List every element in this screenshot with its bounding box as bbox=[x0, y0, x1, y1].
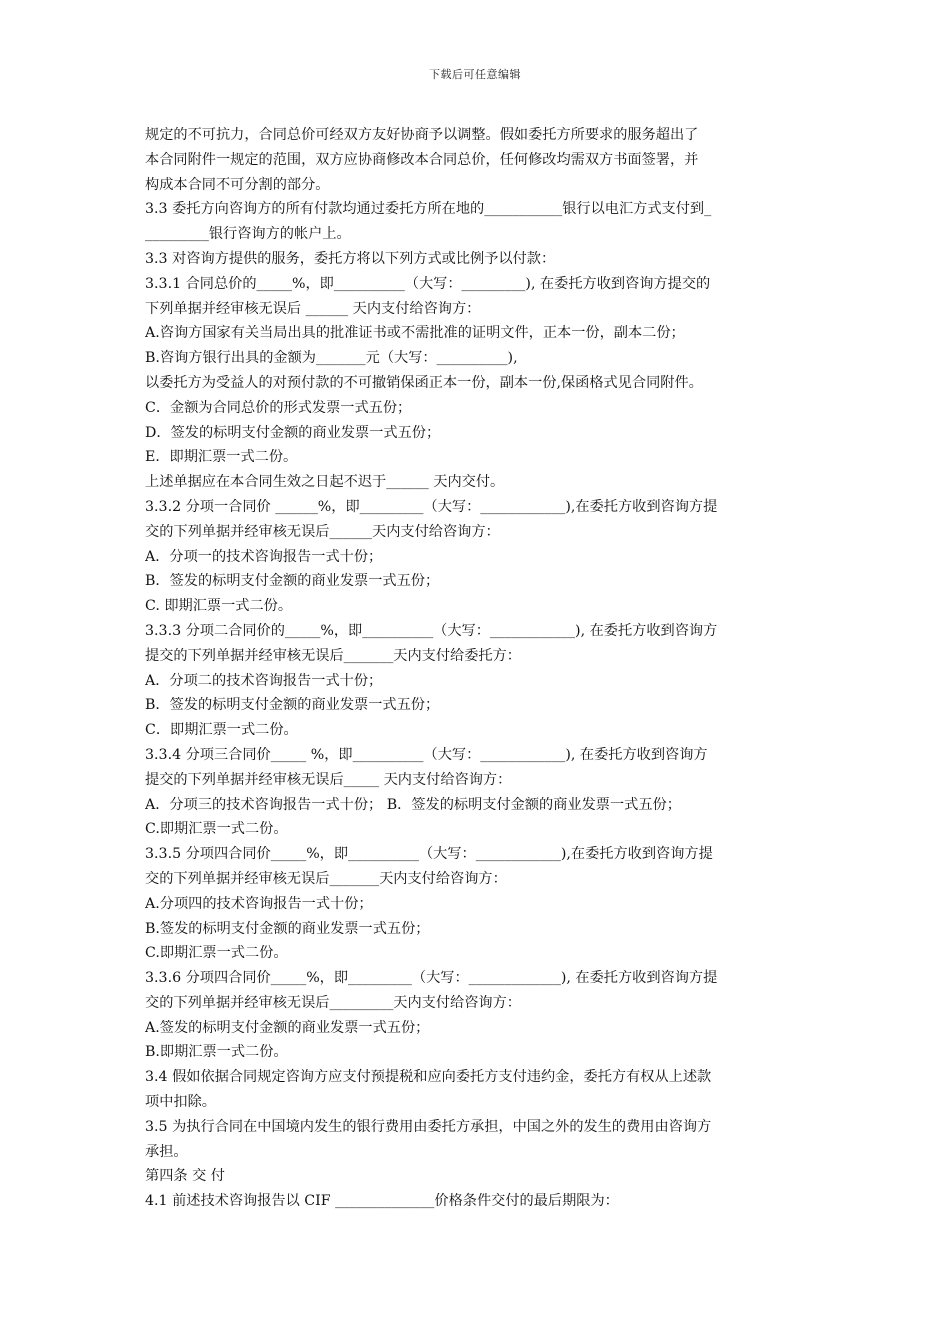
text-line: 3.3.3 分项二合同价的_____%，即__________（大写：____________), 在委托方收到咨询方 bbox=[145, 622, 718, 639]
text-line: 3.3 对咨询方提供的服务，委托方将以下列方式或比例予以付款： bbox=[145, 250, 556, 267]
text-line: _________银行咨询方的帐户上。 bbox=[145, 226, 351, 243]
text-line: 3.3.4 分项三合同价_____ %，即__________（大写：____________), 在委托方收到咨询方 bbox=[145, 746, 708, 763]
text-line: 构成本合同不可分割的部分。 bbox=[145, 176, 330, 193]
text-line: 3.3.6 分项四合同价_____%，即_________（大写：_____________), 在委托方收到咨询方提 bbox=[145, 970, 718, 987]
text-line: A．分项一的技术咨询报告一式十份； bbox=[145, 548, 383, 565]
text-line: 提交的下列单据并经审核无误后_______天内支付给委托方： bbox=[145, 647, 521, 664]
document-body bbox=[145, 123, 807, 1214]
text-line: A.咨询方国家有关当局出具的批准证书或不需批准的证明文件，正本一份，副本二份； bbox=[145, 325, 685, 342]
text-line: 交的下列单据并经审核无误后_________天内支付给咨询方： bbox=[145, 994, 521, 1011]
text-line: 承担。 bbox=[145, 1143, 188, 1160]
text-line: A．分项二的技术咨询报告一式十份； bbox=[145, 672, 383, 689]
text-line: 3.5 为执行合同在中国境内发生的银行费用由委托方承担，中国之外的发生的费用由咨询方 bbox=[145, 1118, 712, 1135]
text-line: A．分项三的技术咨询报告一式十份； B．签发的标明支付金额的商业发票一式五份； bbox=[145, 796, 681, 813]
text-line: C．金额为合同总价的形式发票一式五份； bbox=[145, 399, 412, 416]
text-line: 3.3 委托方向咨询方的所有付款均通过委托方所在地的___________银行以电汇方式支付到_ bbox=[145, 201, 712, 218]
text-line: 提交的下列单据并经审核无误后_____ 天内支付给咨询方： bbox=[145, 771, 512, 788]
text-line: 本合同附件一规定的范围，双方应协商修改本合同总价，任何修改均需双方书面签署，并 bbox=[145, 151, 699, 168]
text-line: A.分项四的技术咨询报告一式十份； bbox=[145, 895, 373, 912]
text-line: 交的下列单据并经审核无误后______天内支付给咨询方： bbox=[145, 523, 500, 540]
text-line: 项中扣除。 bbox=[145, 1094, 216, 1111]
text-line: 上述单据应在本合同生效之日起不迟于______ 天内交付。 bbox=[145, 474, 505, 491]
text-line: 3.3.2 分项一合同价 ______%，即_________（大写：____________),在委托方收到咨询方提 bbox=[145, 498, 718, 515]
text-line: C.即期汇票一式二份。 bbox=[145, 821, 288, 838]
text-line: 下列单据并经审核无误后 ______ 天内支付给咨询方： bbox=[145, 300, 481, 317]
text-line: 4.1 前述技术咨询报告以 CIF ______________价格条件交付的最后期限为： bbox=[145, 1193, 619, 1210]
text-line: 规定的不可抗力，合同总价可经双方友好协商予以调整。假如委托方所要求的服务超出了 bbox=[145, 127, 699, 143]
text-line: 交的下列单据并经审核无误后_______天内支付给咨询方： bbox=[145, 870, 507, 887]
text-line: 第四条 交 付 bbox=[145, 1168, 225, 1185]
text-line: C. 即期汇票一式二份。 bbox=[145, 598, 293, 615]
text-line: C．即期汇票一式二份。 bbox=[145, 722, 298, 739]
text-line: B.咨询方银行出具的金额为_______元（大写：__________), bbox=[145, 350, 518, 367]
text-line: A.签发的标明支付金额的商业发票一式五份； bbox=[145, 1019, 430, 1036]
text-line: 3.3.5 分项四合同价_____%，即__________（大写：____________),在委托方收到咨询方提 bbox=[145, 846, 713, 863]
text-line: B.签发的标明支付金额的商业发票一式五份； bbox=[145, 920, 430, 937]
text-line: 3.4 假如依据合同规定咨询方应支付预提税和应向委托方支付违约金，委托方有权从上述款 bbox=[145, 1069, 712, 1086]
text-line: 3.3.1 合同总价的_____%，即__________（大写：_________), 在委托方收到咨询方提交的 bbox=[145, 275, 711, 292]
text-line: D．签发的标明支付金额的商业发票一式五份； bbox=[145, 424, 441, 441]
page-header: 下载后可任意编辑 bbox=[429, 68, 521, 81]
text-line: C.即期汇票一式二份。 bbox=[145, 945, 288, 962]
text-line: 以委托方为受益人的对预付款的不可撤销保函正本一份，副本一份,保函格式见合同附件。 bbox=[145, 374, 703, 391]
text-line: E．即期汇票一式二份。 bbox=[145, 449, 298, 466]
text-line: B.即期汇票一式二份。 bbox=[145, 1044, 288, 1061]
text-line: B．签发的标明支付金额的商业发票一式五份； bbox=[145, 697, 440, 714]
text-line: B．签发的标明支付金额的商业发票一式五份； bbox=[145, 573, 440, 590]
